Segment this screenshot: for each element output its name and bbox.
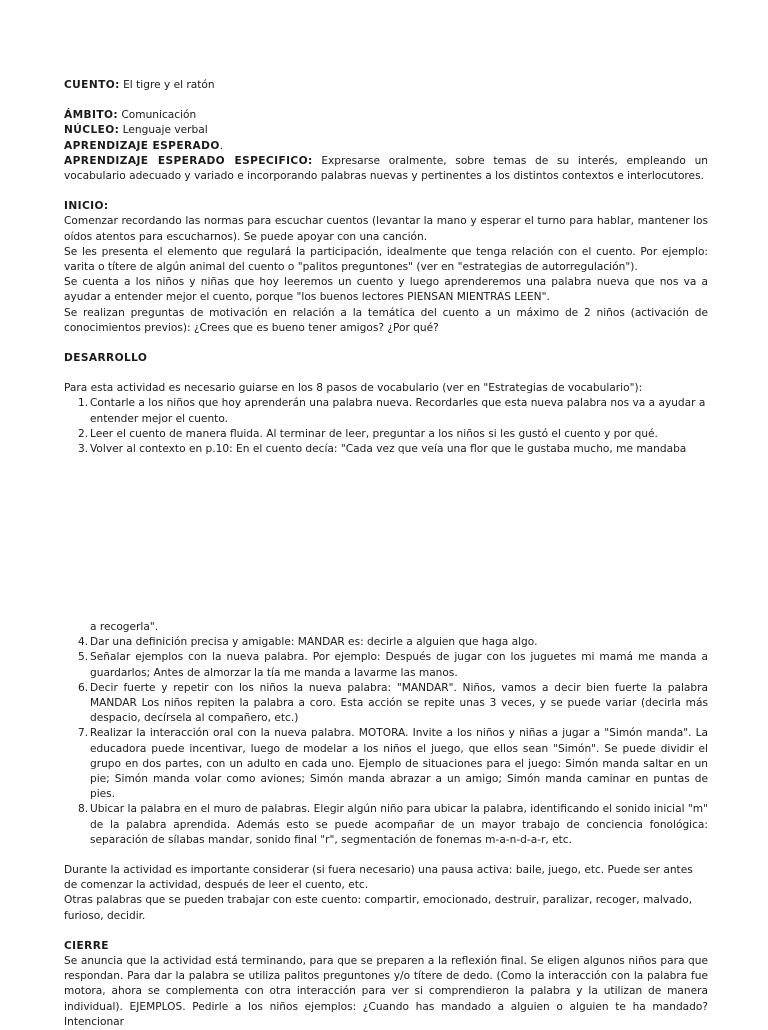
cierre-heading: CIERRE bbox=[64, 939, 109, 952]
step-text: a recogerla". bbox=[90, 621, 159, 633]
step-text: Dar una definición precisa y amigable: MANDAR es: decirle a alguien que haga algo. bbox=[90, 636, 538, 649]
nucleo-value: Lenguaje verbal bbox=[119, 124, 208, 137]
inicio-paragraph: Se les presenta el elemento que regulará la participación, idealmente que tenga relación con el cuento. Por ejemplo: varita o títere de algún animal del cuento o "palitos preguntones" (ver en "estrategias de autorregulación"). bbox=[64, 245, 708, 274]
step-text: Ubicar la palabra en el muro de palabras. Elegir algún niño para ubicar la palabra, identificando el sonido inicial "m" de la palabra aprendida. Además esto se puede acompañar de un mayor trabajo de conciencia fonológica: separación de sílabas mandar, sonido final "r", segmentación de fonemas m-a-n-d-a-r, etc. bbox=[90, 803, 708, 846]
desarrollo-note: Otras palabras que se pueden trabajar con este cuento: compartir, emocionado, destruir, paralizar, recoger, malvado, furioso, decidir. bbox=[64, 894, 693, 922]
step-number: 6. bbox=[78, 681, 89, 694]
step-text: Leer el cuento de manera fluida. Al terminar de leer, preguntar a los niños si les gustó el cuento y por qué. bbox=[90, 427, 658, 440]
list-item bbox=[64, 681, 708, 727]
inicio-paragraph: Comenzar recordando las normas para escuchar cuentos (levantar la mano y esperar el turno para hablar, mantener los oídos atentos para escucharnos). Se puede apoyar con una canción. bbox=[64, 215, 708, 243]
list-item bbox=[64, 802, 708, 848]
list-item bbox=[64, 650, 708, 680]
step-text: Volver al contexto en p.10: En el cuento decía: "Cada vez que veía una flor que le gustaba mucho, me mandaba bbox=[90, 443, 687, 456]
aprendizaje-esperado-line bbox=[64, 139, 708, 154]
cuento-value: El tigre y el ratón bbox=[119, 79, 215, 91]
nucleo-label: NÚCLEO: bbox=[64, 124, 120, 137]
inicio-paragraph: Se cuenta a los niños y niñas que hoy leeremos un cuento y luego aprenderemos una palabra nueva que nos va a ayudar a entender mejor el cuento, porque "los buenos lectores PIENSAN MIENTRAS LEEN". bbox=[64, 276, 708, 304]
list-item bbox=[64, 442, 708, 457]
vocabulary-steps-list bbox=[64, 396, 708, 457]
lower-block bbox=[64, 620, 708, 1030]
desarrollo-intro: Para esta actividad es necesario guiarse en los 8 pasos de vocabulario (ver en "Estrategias de vocabulario"): bbox=[64, 382, 643, 395]
inicio-paragraph: Se realizan preguntas de motivación en relación a la temática del cuento a un máximo de 2 niños (activación de conocimientos previos): ¿Crees que es bueno tener amigos? ¿Por qué? bbox=[64, 306, 708, 334]
upper-block bbox=[64, 78, 708, 457]
aprendizaje-especifico-label: APRENDIZAJE ESPERADO ESPECIFICO: bbox=[64, 154, 313, 167]
list-item bbox=[64, 726, 708, 802]
step-number: 8. bbox=[78, 803, 89, 816]
step-number: 5. bbox=[78, 651, 89, 664]
aprendizaje-esperado-label: APRENDIZAJE ESPERADO bbox=[64, 139, 220, 152]
aprendizaje-especifico-line bbox=[64, 154, 708, 184]
aprendizaje-especifico-value: Expresarse oralmente, sobre temas de su interés, empleando un vocabulario adecuado y variado e incorporando palabras nuevas y pertinentes a los distintos contextos e interlocutores. bbox=[64, 154, 708, 183]
cierre-paragraph: Se anuncia que la actividad está terminando, para que se preparen a la reflexión final. Se eligen algunos niños para que respondan. Para dar la palabra se utiliza palitos preguntones y/o títere de dedo. (Como la interacción con la palabra fue motora, ahora se complementa con otra interacción para ver si comprendieron la palabra y la utilizan de manera individual). EJEMPLOS. Pedirle a los niños ejemplos: ¿Cuando has mandado a alguien o alguien te ha mandado? Intencionar bbox=[64, 955, 708, 1028]
list-item bbox=[64, 396, 708, 426]
list-item-continuation bbox=[64, 620, 708, 635]
list-item bbox=[64, 427, 708, 442]
nucleo-line bbox=[64, 123, 708, 138]
ambito-value: Comunicación bbox=[118, 109, 197, 122]
step-text: Decir fuerte y repetir con los niños la nueva palabra: "MANDAR". Niños, vamos a decir bien fuerte la palabra MANDAR Los niños repiten la palabra a coro. Esta acción se repite unas 3 veces, y se puede variar (decirla más despacio, decírsela al compañero, etc.) bbox=[90, 681, 708, 725]
step-text: Contarle a los niños que hoy aprenderán una palabra nueva. Recordarles que esta nueva palabra nos va a ayudar a entender mejor el cuento. bbox=[90, 397, 706, 425]
step-text: Señalar ejemplos con la nueva palabra. Por ejemplo: Después de jugar con los juguetes mi mamá me manda a guardarlos; Antes de almorzar la tía me manda a lavarme las manos. bbox=[90, 651, 708, 679]
cuento-line bbox=[64, 78, 708, 93]
inicio-heading: INICIO: bbox=[64, 200, 109, 213]
step-number: 4. bbox=[78, 636, 89, 649]
aprendizaje-esperado-punct: . bbox=[219, 139, 224, 152]
step-text: Realizar la interacción oral con la nueva palabra. MOTORA. Invite a los niños y niñas a jugar a "Simón manda". La educadora puede incentivar, luego de modelar a los niños el juego, que ellos sean "Simón". Se puede dividir el grupo en dos partes, con un adulto en cada uno. Ejemplo de situaciones para el juego: Simón manda saltar en un pie; Simón manda volar como aviones; Simón manda abrazar a un amigo; Simón manda caminar en puntas de pies. bbox=[90, 727, 708, 801]
list-item bbox=[64, 635, 708, 650]
desarrollo-heading: DESARROLLO bbox=[64, 352, 148, 365]
step-number: 2. bbox=[78, 427, 89, 440]
step-number: 3. bbox=[78, 443, 89, 456]
ambito-label: ÁMBITO: bbox=[64, 109, 119, 122]
vocabulary-steps-list-continued bbox=[64, 620, 708, 848]
step-number: 7. bbox=[78, 727, 89, 740]
desarrollo-note: Durante la actividad es importante considerar (si fuera necesario) una pausa activa: baile, juego, etc. Puede ser antes de comenzar la actividad, después de leer el cuento, etc. bbox=[64, 864, 693, 892]
step-number: 1. bbox=[78, 397, 89, 410]
ambito-line bbox=[64, 108, 708, 123]
cuento-label: CUENTO: bbox=[64, 79, 120, 91]
